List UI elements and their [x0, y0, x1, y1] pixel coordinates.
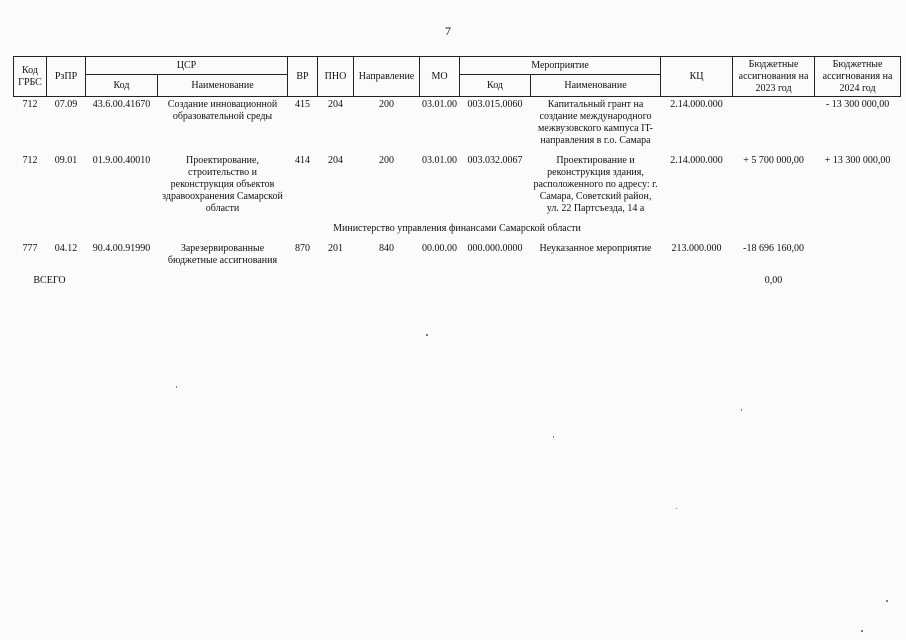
header-mo: МО [420, 57, 460, 97]
table-row [14, 241, 901, 273]
cell-mo: 03.01.00 [422, 155, 458, 166]
cell-vr: 870 [295, 243, 311, 254]
header-event: Мероприятие [460, 57, 661, 75]
cell-2024: - 13 300 000,00 [825, 99, 890, 110]
cell-2023: -18 696 160,00 [743, 243, 804, 254]
cell-event-name: Капитальный грант на создание международного межвузовского кампуса IT-направления в г.о. Самара [538, 99, 653, 146]
table-row [14, 153, 901, 221]
cell-grbs: 712 [22, 99, 38, 110]
cell-2023 [733, 97, 815, 154]
cell-csr-name: Проектирование, строительство и реконструкция объектов здравоохранения Самарской области [162, 155, 283, 214]
cell-event-code: 003.015.0060 [467, 99, 523, 110]
header-direction: Направление [354, 57, 420, 97]
cell-direction: 200 [379, 99, 395, 110]
header-rzpr: РзПР [47, 57, 86, 97]
cell-event-code: 003.032.0067 [467, 155, 523, 166]
cell-mo: 03.01.00 [422, 99, 458, 110]
header-2024: Бюджетные ассигнования на 2024 год [815, 57, 901, 97]
cell-vr: 414 [295, 155, 311, 166]
header-pno: ПНО [318, 57, 354, 97]
cell-kc: 213.000.000 [671, 243, 722, 254]
cell-csr-name: Зарезервированные бюджетные ассигнования [167, 243, 278, 266]
cell-event-name: Проектирование и реконструкция здания, расположенного по адресу: г. Самара, Советский район, ул. 22 Партсъезда, 14 а [533, 155, 658, 214]
header-grbs: Код ГРБС [14, 57, 47, 97]
header-event-name: Наименование [531, 75, 661, 97]
cell-kc: 2.14.000.000 [670, 99, 723, 110]
total-row [14, 273, 901, 293]
cell-grbs: 777 [22, 243, 38, 254]
ministry-title: Министерство управления финансами Самарской области [333, 223, 581, 234]
cell-pno: 204 [328, 155, 344, 166]
cell-event-name: Неуказанное мероприятие [539, 243, 652, 254]
scan-speck [176, 386, 177, 388]
scan-speck [741, 409, 742, 411]
header-csr: ЦСР [86, 57, 288, 75]
header-csr-code: Код [86, 75, 158, 97]
cell-vr: 415 [295, 99, 311, 110]
header-vr: ВР [288, 57, 318, 97]
cell-grbs: 712 [22, 155, 38, 166]
cell-pno: 201 [328, 243, 344, 254]
cell-kc: 2.14.000.000 [670, 155, 723, 166]
cell-2023: + 5 700 000,00 [743, 155, 804, 166]
cell-pno: 204 [328, 99, 344, 110]
scan-speck [426, 334, 428, 336]
scan-speck [676, 508, 677, 509]
cell-csr-code: 90.4.00.91990 [92, 243, 151, 254]
scan-speck [886, 600, 888, 602]
ministry-row [14, 221, 901, 241]
scan-speck [553, 436, 554, 438]
header-kc: КЦ [661, 57, 733, 97]
table-header [14, 57, 901, 97]
cell-2024 [815, 241, 901, 273]
cell-rzpr: 04.12 [54, 243, 78, 254]
header-2023: Бюджетные ассигнования на 2023 год [733, 57, 815, 97]
header-event-code: Код [460, 75, 531, 97]
cell-direction: 840 [379, 243, 395, 254]
cell-csr-name: Создание инновационной образовательной среды [167, 99, 278, 122]
cell-rzpr: 09.01 [54, 155, 78, 166]
cell-direction: 200 [379, 155, 395, 166]
cell-csr-code: 01.9.00.40010 [92, 155, 151, 166]
cell-rzpr: 07.09 [54, 99, 78, 110]
page-number: 7 [445, 24, 451, 38]
table-row [14, 97, 901, 154]
cell-mo: 00.00.00 [422, 243, 458, 254]
budget-table [13, 56, 901, 293]
cell-event-code: 000.000.0000 [467, 243, 523, 254]
total-label: ВСЕГО [33, 275, 66, 286]
cell-2024: + 13 300 000,00 [824, 155, 891, 166]
total-2023: 0,00 [764, 275, 783, 286]
header-csr-name: Наименование [158, 75, 288, 97]
scan-speck [861, 630, 863, 632]
cell-csr-code: 43.6.00.41670 [92, 99, 151, 110]
